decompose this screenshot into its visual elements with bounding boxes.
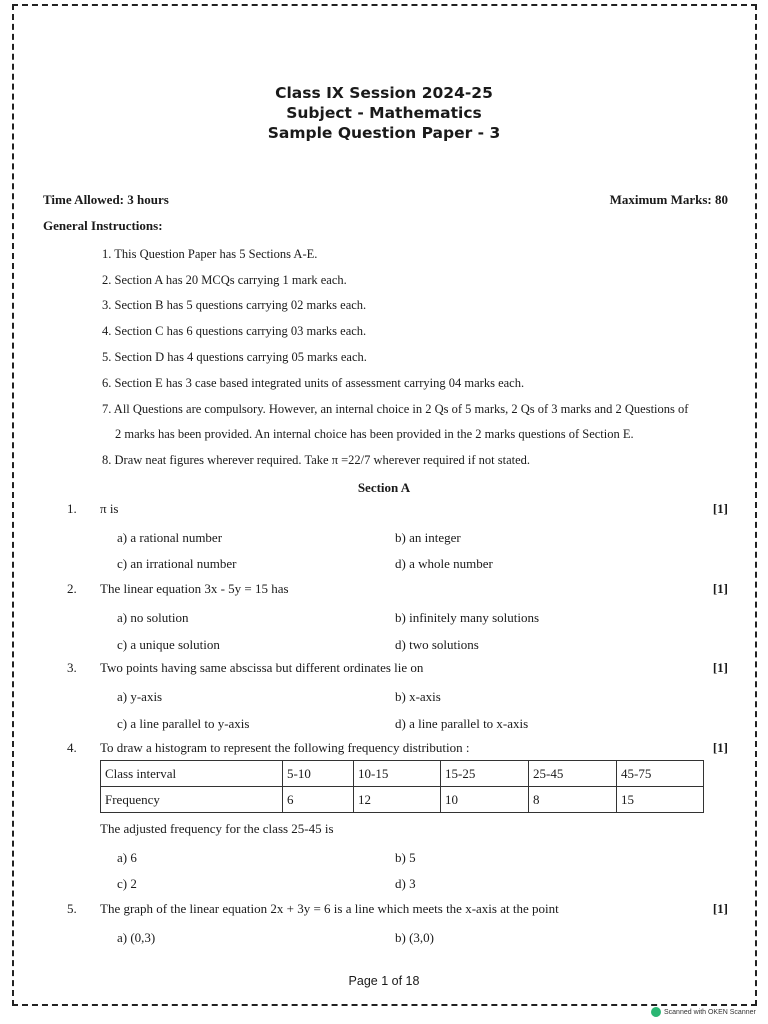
table-cell: 5-10 xyxy=(283,761,354,787)
table-cell: 12 xyxy=(354,787,441,813)
table-row xyxy=(101,761,704,787)
table-cell: 15-25 xyxy=(441,761,529,787)
question-mark: [1] xyxy=(712,660,728,675)
question-mark: [1] xyxy=(712,581,728,596)
option-b: b) (3,0) xyxy=(395,930,434,945)
frequency-table xyxy=(100,760,704,813)
general-instructions-heading: General Instructions: xyxy=(43,218,163,233)
option-c: c) a line parallel to y-axis xyxy=(117,716,250,731)
title-subject: Subject - Mathematics xyxy=(286,104,482,122)
instruction-item: 8. Draw neat figures wherever required. Take π =22/7 wherever required if not stated. xyxy=(102,453,531,467)
option-b: b) an integer xyxy=(395,530,461,545)
table-cell: 15 xyxy=(617,787,704,813)
option-a: a) (0,3) xyxy=(117,930,156,945)
instruction-item-continued: 2 marks has been provided. An internal choice has been provided in the 2 marks questions of Section E. xyxy=(115,427,634,441)
time-allowed: Time Allowed: 3 hours xyxy=(43,192,169,207)
option-c: c) an irrational number xyxy=(117,556,237,571)
scanner-logo-icon xyxy=(651,1007,661,1017)
question-number: 3. xyxy=(67,660,77,675)
question-text: The linear equation 3x - 5y = 15 has xyxy=(100,581,289,596)
option-c: c) 2 xyxy=(117,876,137,891)
instruction-item: 7. All Questions are compulsory. However, an internal choice in 2 Qs of 5 marks, 2 Qs of 3 marks and 2 Questions of xyxy=(102,402,689,416)
question-text: The graph of the linear equation 2x + 3y = 6 is a line which meets the x-axis at the point xyxy=(100,901,559,916)
title-paper: Sample Question Paper - 3 xyxy=(267,124,501,142)
option-a: a) no solution xyxy=(117,610,189,625)
option-d: d) a line parallel to x-axis xyxy=(395,716,529,731)
question-followup: The adjusted frequency for the class 25-45 is xyxy=(100,821,334,836)
instruction-item: 3. Section B has 5 questions carrying 02 marks each. xyxy=(102,298,367,312)
option-d: d) a whole number xyxy=(395,556,493,571)
option-b: b) 5 xyxy=(395,850,416,865)
instruction-item: 2. Section A has 20 MCQs carrying 1 mark each. xyxy=(102,273,347,287)
instruction-item: 4. Section C has 6 questions carrying 03 marks each. xyxy=(102,324,367,338)
question-text: π is xyxy=(100,501,119,516)
table-cell: 10 xyxy=(441,787,529,813)
scanner-watermark xyxy=(651,1007,756,1017)
instruction-item: 6. Section E has 3 case based integrated units of assessment carrying 04 marks each. xyxy=(102,376,525,390)
option-b: b) x-axis xyxy=(395,689,441,704)
question-number: 5. xyxy=(67,901,77,916)
question-text: Two points having same abscissa but different ordinates lie on xyxy=(100,660,424,675)
question-number: 2. xyxy=(67,581,77,596)
table-cell: 8 xyxy=(529,787,617,813)
table-cell: Class interval xyxy=(101,761,283,787)
table-cell: 10-15 xyxy=(354,761,441,787)
table-cell: 6 xyxy=(283,787,354,813)
option-d: d) 3 xyxy=(395,876,416,891)
question-number: 1. xyxy=(67,501,77,516)
scanner-label: Scanned with OKEN Scanner xyxy=(664,1008,756,1016)
question-text: To draw a histogram to represent the following frequency distribution : xyxy=(100,740,470,755)
question-mark: [1] xyxy=(712,901,728,916)
table-cell: 25-45 xyxy=(529,761,617,787)
question-mark: [1] xyxy=(712,501,728,516)
title-class: Class IX Session 2024-25 xyxy=(275,84,493,102)
question-mark: [1] xyxy=(712,740,728,755)
instruction-item: 5. Section D has 4 questions carrying 05 marks each. xyxy=(102,350,367,364)
section-heading: Section A xyxy=(357,480,411,495)
maximum-marks: Maximum Marks: 80 xyxy=(609,192,728,207)
option-d: d) two solutions xyxy=(395,637,479,652)
option-a: a) 6 xyxy=(117,850,137,865)
option-b: b) infinitely many solutions xyxy=(395,610,540,625)
option-a: a) a rational number xyxy=(117,530,223,545)
question-number: 4. xyxy=(67,740,77,755)
option-c: c) a unique solution xyxy=(117,637,220,652)
instruction-item: 1. This Question Paper has 5 Sections A-E. xyxy=(102,247,318,261)
option-a: a) y-axis xyxy=(117,689,163,704)
table-cell: Frequency xyxy=(101,787,283,813)
table-row xyxy=(101,787,704,813)
table-cell: 45-75 xyxy=(617,761,704,787)
page-number: Page 1 of 18 xyxy=(348,974,420,988)
